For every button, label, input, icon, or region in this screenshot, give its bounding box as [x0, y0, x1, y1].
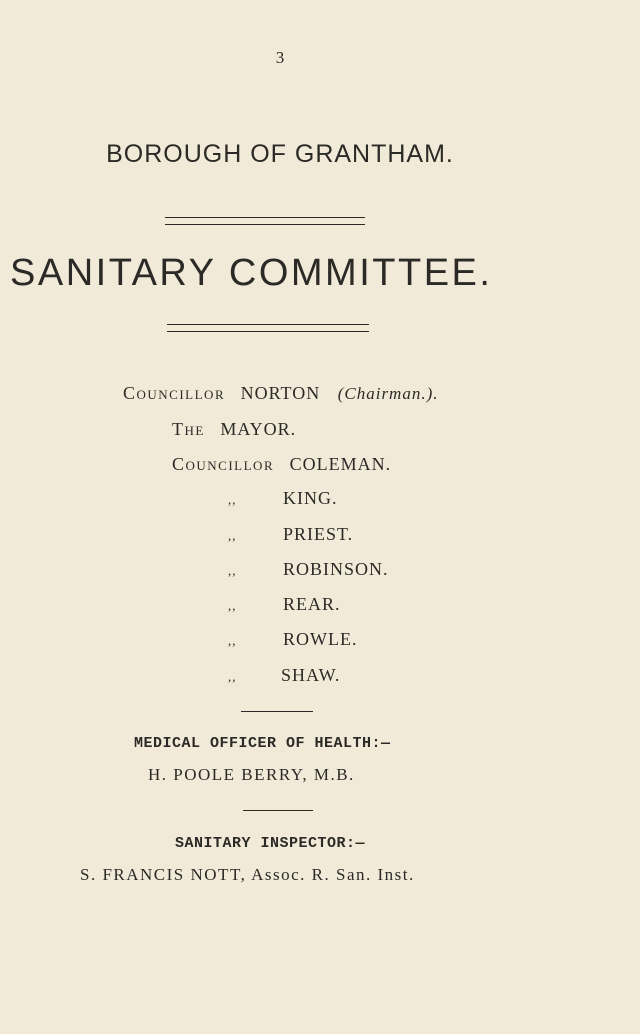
member-name: ROWLE.	[283, 629, 358, 649]
double-rule-top	[165, 217, 365, 225]
ditto-mark: ,,	[228, 492, 237, 507]
ditto-mark: ,,	[228, 528, 237, 543]
member-name: ROBINSON.	[283, 559, 389, 579]
ditto-mark: ,,	[228, 598, 237, 613]
sanitary-inspector-heading: SANITARY INSPECTOR:—	[175, 835, 366, 852]
member-name: COLEMAN.	[289, 454, 392, 474]
member-name: KING.	[283, 488, 338, 508]
member-name: REAR.	[283, 594, 341, 614]
member-row	[228, 524, 354, 545]
member-row	[228, 488, 338, 509]
member-row	[228, 629, 358, 650]
divider	[243, 810, 313, 811]
ditto-mark: ,,	[228, 563, 237, 578]
member-role: Councillor	[123, 383, 226, 403]
page-number: 3	[275, 48, 285, 67]
member-row	[228, 559, 389, 580]
medical-officer-heading: MEDICAL OFFICER OF HEALTH:—	[134, 735, 391, 752]
divider	[241, 711, 313, 712]
medical-officer-name: H. POOLE BERRY, M.B.	[148, 765, 355, 784]
member-row	[228, 665, 341, 686]
member-role: The	[172, 419, 205, 439]
committee-title: SANITARY COMMITTEE.	[10, 252, 493, 294]
member-role: Councillor	[172, 454, 275, 474]
double-rule-bottom	[167, 324, 369, 332]
member-name: MAYOR.	[220, 419, 297, 439]
borough-title: BOROUGH OF GRANTHAM.	[106, 140, 454, 168]
chairman-note: (Chairman.).	[337, 384, 439, 403]
member-name: NORTON	[240, 383, 321, 403]
ditto-mark: ,,	[228, 633, 237, 648]
member-row	[172, 454, 391, 475]
member-name: SHAW.	[281, 665, 341, 685]
member-row-mayor	[172, 419, 296, 440]
member-name: PRIEST.	[283, 524, 354, 544]
ditto-mark: ,,	[228, 669, 237, 684]
member-row	[228, 594, 341, 615]
member-row-chairman	[123, 383, 439, 404]
sanitary-inspector-name: S. FRANCIS NOTT, Assoc. R. San. Inst.	[80, 865, 415, 884]
